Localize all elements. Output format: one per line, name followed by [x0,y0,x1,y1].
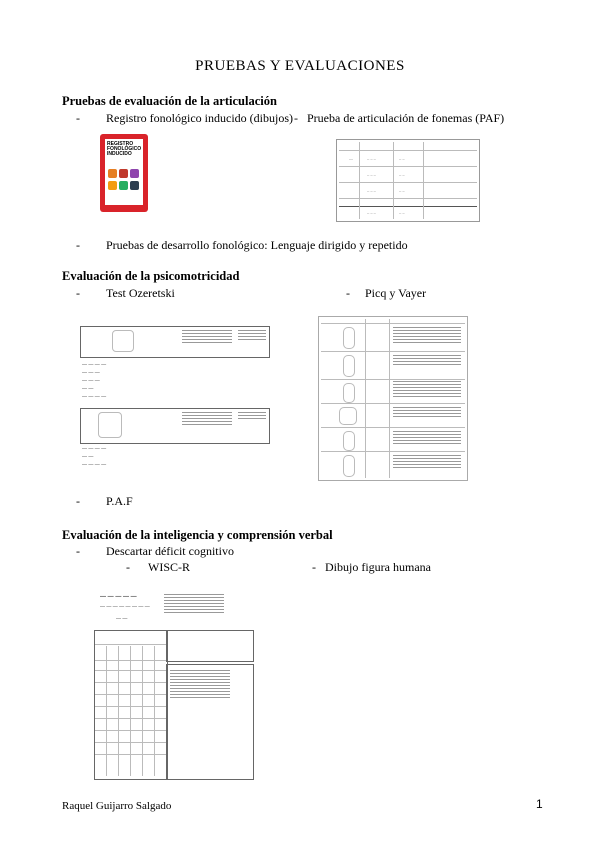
bullet-dash: - [76,111,80,125]
bullet-dash: - [76,494,80,508]
paf-table-image: — – – – – – – – – – – – – – – – – – – – – [336,139,480,222]
list-item-text: Prueba de articulación de fonemas (PAF) [307,111,505,125]
bullet-dash: - [76,238,80,252]
bullet-dash: - [346,286,350,300]
list-item-text: Pruebas de desarrollo fonológico: Lenguaje dirigido y repetido [106,238,408,252]
wisc-form-image: — — — — — — — — — — — — — — — [94,590,254,780]
list-item-wisc [126,560,190,575]
list-item-registro [76,111,293,126]
list-item-text: P.A.F [106,494,133,508]
list-item-text: Registro fonológico inducido (dibujos) [106,111,293,125]
bullet-dash: - [294,111,298,125]
list-item-paf [294,111,504,126]
list-item-deficit [76,544,234,559]
ozeretski-test-image: — — — — — — — — — — — — — — — — — — — — — — — — — — [80,318,270,468]
bullet-dash: - [76,286,80,300]
bullet-dash: - [126,560,130,574]
picq-vayer-image [318,316,468,481]
book-cover-image [100,134,148,212]
list-item-dibujo [312,560,431,575]
page-number: 1 [536,797,543,811]
list-item-picq [346,286,426,301]
list-item-text: Test Ozeretski [106,286,175,300]
bullet-dash: - [312,560,316,574]
bullet-dash: - [76,544,80,558]
page-title: PRUEBAS Y EVALUACIONES [195,58,405,74]
book-cover-title: REGISTRO FONOLÓGICO INDUCIDO [107,141,142,157]
list-item-text: WISC-R [148,560,190,574]
footer-author: Raquel Guijarro Salgado [62,800,172,812]
list-item-paf-psico [76,494,133,509]
heading-psicomotricidad: Evaluación de la psicomotricidad [62,269,240,283]
heading-inteligencia: Evaluación de la inteligencia y comprensión verbal [62,528,333,542]
list-item-text: Dibujo figura humana [325,560,431,574]
list-item-desarrollo [76,238,408,253]
heading-articulacion: Pruebas de evaluación de la articulación [62,94,277,108]
list-item-ozeretski [76,286,175,301]
list-item-text: Picq y Vayer [365,286,427,300]
list-item-text: Descartar déficit cognitivo [106,544,234,558]
